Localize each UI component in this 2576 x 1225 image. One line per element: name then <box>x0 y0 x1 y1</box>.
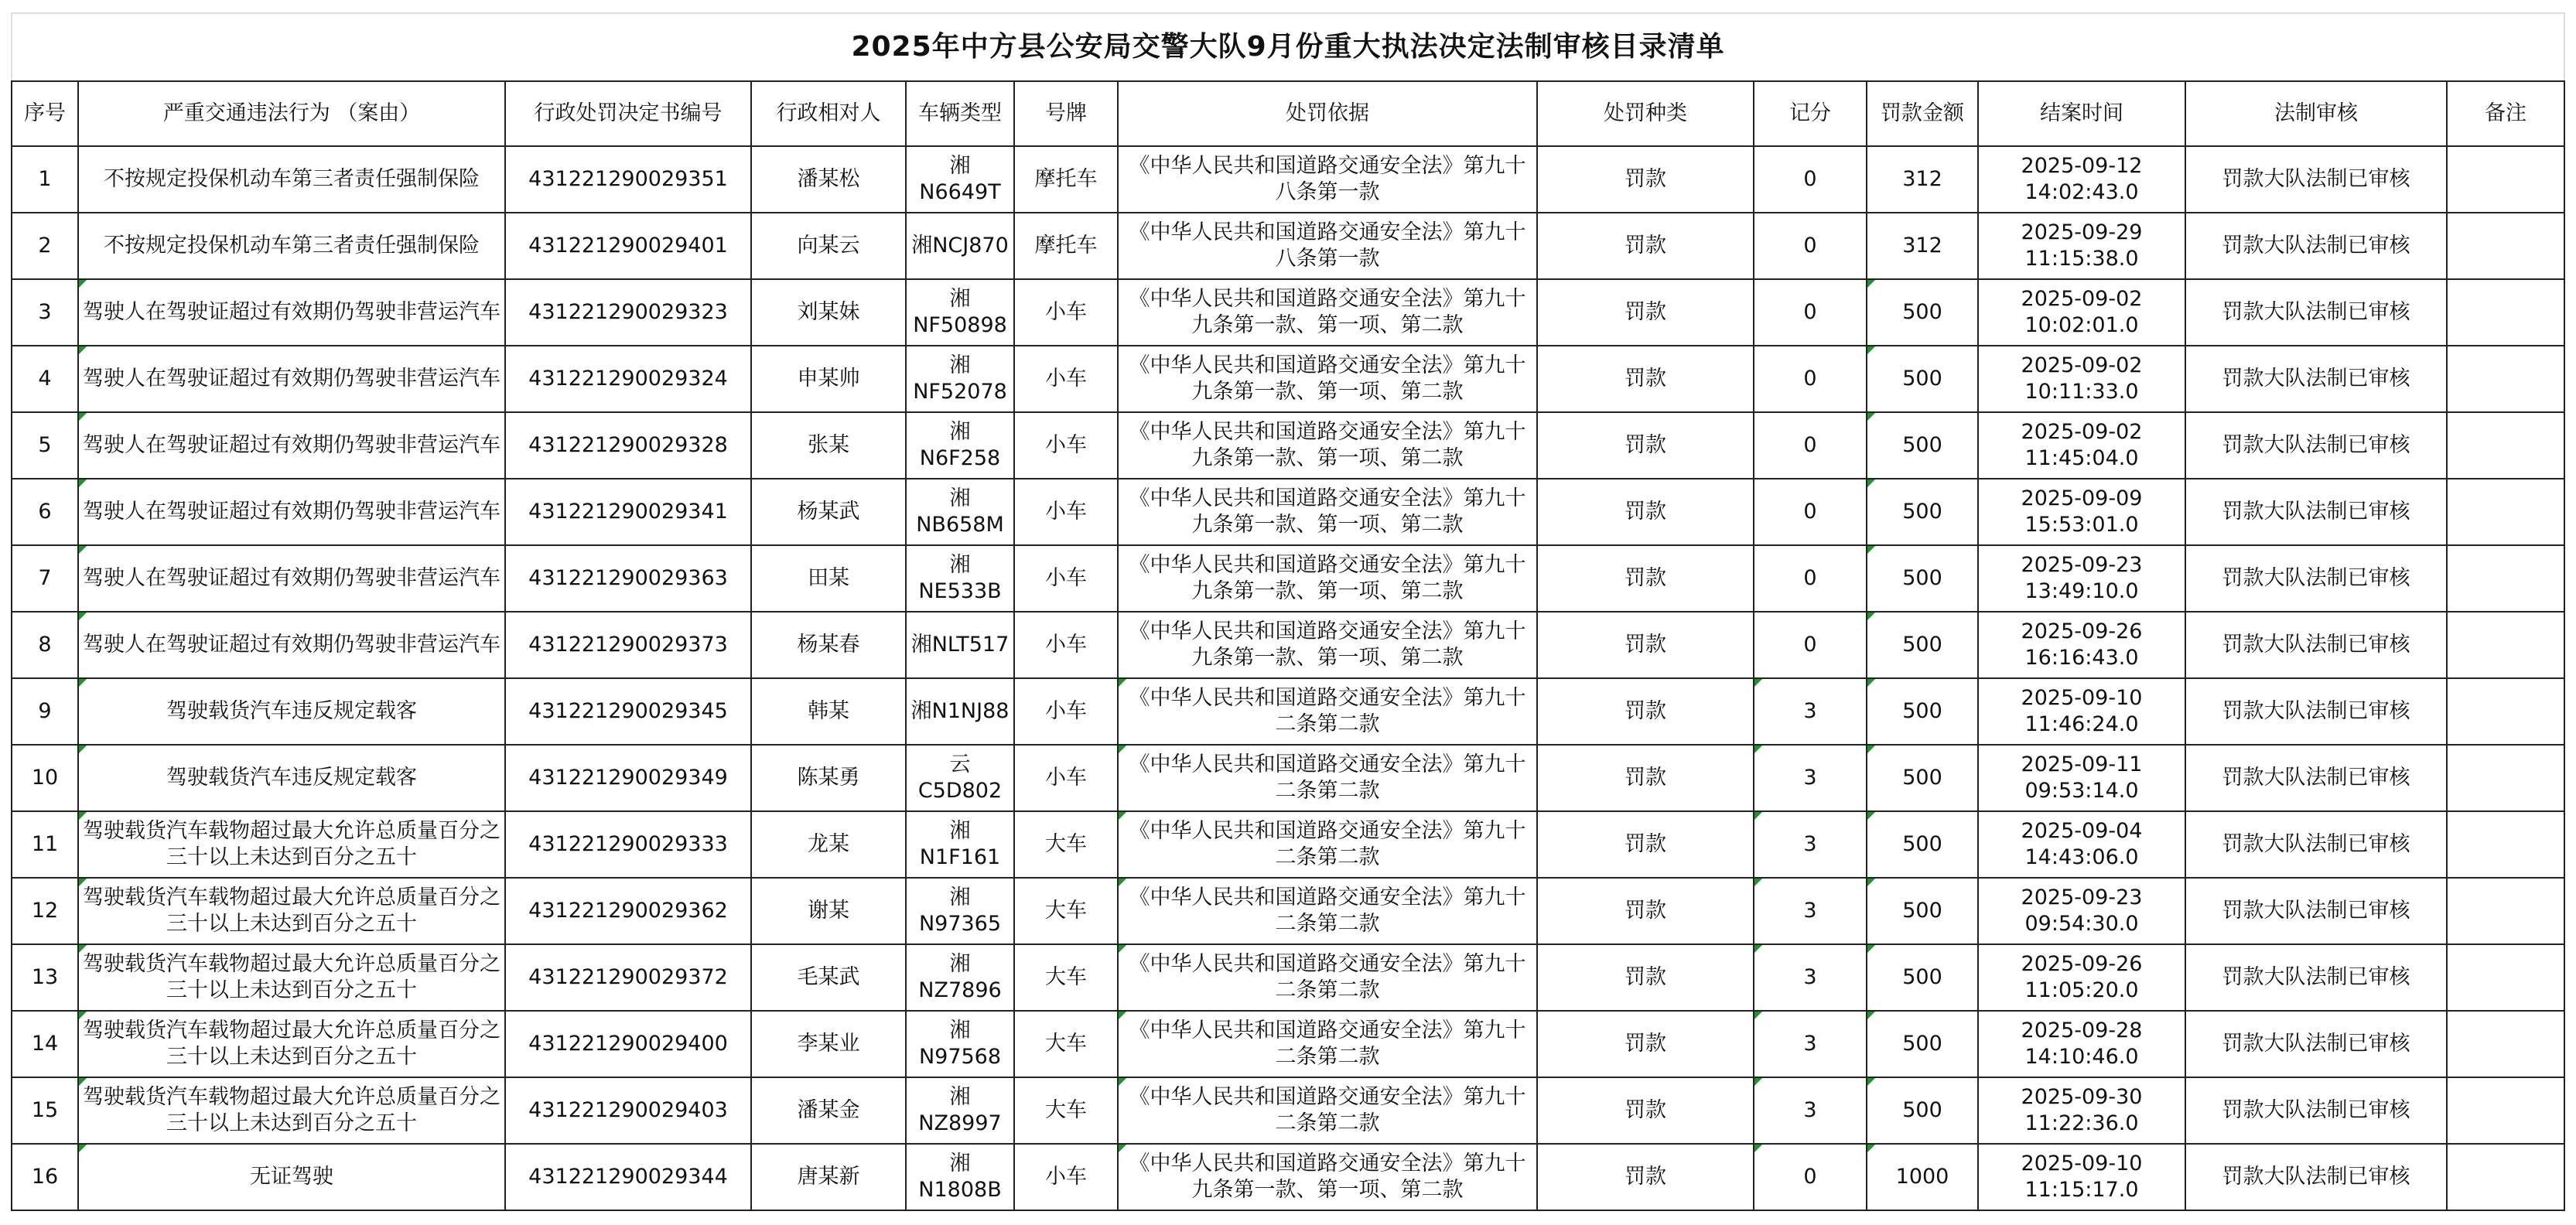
cell-date[interactable]: 2025-09-04 14:43:06.0 <box>1978 811 2185 878</box>
cell-party[interactable]: 龙某 <box>751 811 906 878</box>
cell-plate[interactable]: 湘N97365 <box>906 878 1014 944</box>
cell-basis[interactable]: 《中华人民共和国道路交通安全法》第九十二条第二款 <box>1118 811 1537 878</box>
table-row <box>12 944 2564 1011</box>
cell-amount[interactable]: 312 <box>1867 146 1978 213</box>
cell-no[interactable]: 12 <box>12 878 78 944</box>
cell-amount[interactable]: 500 <box>1867 944 1978 1011</box>
column-header-no: 序号 <box>12 81 78 146</box>
cell-points[interactable]: 3 <box>1754 1011 1867 1077</box>
table-row <box>12 279 2564 346</box>
cell-doc-no[interactable]: 431221290029373 <box>505 612 751 678</box>
cell-note[interactable] <box>2447 412 2564 479</box>
cell-penalty-type[interactable]: 罚款 <box>1537 878 1754 944</box>
column-header-penalty-type: 处罚种类 <box>1537 81 1754 146</box>
cell-vehicle-type[interactable]: 小车 <box>1014 479 1118 545</box>
cell-doc-no[interactable]: 431221290029351 <box>505 146 751 213</box>
cell-penalty-type[interactable]: 罚款 <box>1537 678 1754 745</box>
table-row <box>12 1011 2564 1077</box>
cell-date[interactable]: 2025-09-09 15:53:01.0 <box>1978 479 2185 545</box>
cell-date[interactable]: 2025-09-02 10:02:01.0 <box>1978 279 2185 346</box>
cell-plate[interactable]: 湘NLT517 <box>906 612 1014 678</box>
cell-plate[interactable]: 湘NE533B <box>906 545 1014 612</box>
cell-no[interactable]: 14 <box>12 1011 78 1077</box>
cell-reason[interactable]: 驾驶人在驾驶证超过有效期仍驾驶非营运汽车 <box>78 612 505 678</box>
cell-note[interactable] <box>2447 146 2564 213</box>
cell-plate[interactable]: 湘N97568 <box>906 1011 1014 1077</box>
cell-amount[interactable]: 500 <box>1867 678 1978 745</box>
cell-date[interactable]: 2025-09-23 13:49:10.0 <box>1978 545 2185 612</box>
table-row <box>12 412 2564 479</box>
cell-reason[interactable]: 驾驶人在驾驶证超过有效期仍驾驶非营运汽车 <box>78 279 505 346</box>
cell-amount[interactable]: 500 <box>1867 1011 1978 1077</box>
table-row <box>12 745 2564 811</box>
table-row <box>12 213 2564 279</box>
cell-doc-no[interactable]: 431221290029403 <box>505 1077 751 1144</box>
cell-reason[interactable]: 驾驶人在驾驶证超过有效期仍驾驶非营运汽车 <box>78 346 505 412</box>
table-row <box>12 545 2564 612</box>
spreadsheet <box>11 12 2564 1211</box>
cell-no[interactable]: 11 <box>12 811 78 878</box>
cell-reason[interactable]: 驾驶载货汽车载物超过最大允许总质量百分之三十以上未达到百分之五十 <box>78 944 505 1011</box>
cell-reason[interactable]: 驾驶人在驾驶证超过有效期仍驾驶非营运汽车 <box>78 545 505 612</box>
cell-note[interactable] <box>2447 545 2564 612</box>
cell-doc-no[interactable]: 431221290029344 <box>505 1144 751 1210</box>
cell-penalty-type[interactable]: 罚款 <box>1537 346 1754 412</box>
cell-no[interactable]: 4 <box>12 346 78 412</box>
cell-vehicle-type[interactable]: 小车 <box>1014 678 1118 745</box>
cell-basis[interactable]: 《中华人民共和国道路交通安全法》第九十二条第二款 <box>1118 745 1537 811</box>
cell-penalty-type[interactable]: 罚款 <box>1537 1011 1754 1077</box>
cell-vehicle-type[interactable]: 大车 <box>1014 944 1118 1011</box>
cell-penalty-type[interactable]: 罚款 <box>1537 811 1754 878</box>
cell-review[interactable]: 罚款大队法制已审核 <box>2185 479 2447 545</box>
cell-penalty-type[interactable]: 罚款 <box>1537 412 1754 479</box>
cell-party[interactable]: 谢某 <box>751 878 906 944</box>
cell-points[interactable]: 0 <box>1754 545 1867 612</box>
cell-plate[interactable]: 湘N1NJ88 <box>906 678 1014 745</box>
cell-penalty-type[interactable]: 罚款 <box>1537 944 1754 1011</box>
cell-plate[interactable]: 湘NB658M <box>906 479 1014 545</box>
cell-basis[interactable]: 《中华人民共和国道路交通安全法》第九十九条第一款、第一项、第二款 <box>1118 612 1537 678</box>
cell-date[interactable]: 2025-09-29 11:15:38.0 <box>1978 213 2185 279</box>
cell-date[interactable]: 2025-09-02 10:11:33.0 <box>1978 346 2185 412</box>
cell-vehicle-type[interactable]: 小车 <box>1014 1144 1118 1210</box>
cell-reason[interactable]: 驾驶载货汽车载物超过最大允许总质量百分之三十以上未达到百分之五十 <box>78 1011 505 1077</box>
cell-vehicle-type[interactable]: 大车 <box>1014 878 1118 944</box>
cell-plate[interactable]: 湘NCJ870 <box>906 213 1014 279</box>
cell-vehicle-type[interactable]: 大车 <box>1014 1077 1118 1144</box>
cell-party[interactable]: 韩某 <box>751 678 906 745</box>
cell-no[interactable]: 6 <box>12 479 78 545</box>
cell-note[interactable] <box>2447 678 2564 745</box>
column-header-points: 记分 <box>1754 81 1867 146</box>
cell-note[interactable] <box>2447 279 2564 346</box>
cell-plate[interactable]: 湘N6F258 <box>906 412 1014 479</box>
cell-reason[interactable]: 驾驶载货汽车载物超过最大允许总质量百分之三十以上未达到百分之五十 <box>78 1077 505 1144</box>
table-row <box>12 346 2564 412</box>
cell-basis[interactable]: 《中华人民共和国道路交通安全法》第九十二条第二款 <box>1118 878 1537 944</box>
cell-reason[interactable]: 驾驶载货汽车违反规定载客 <box>78 745 505 811</box>
cell-note[interactable] <box>2447 1077 2564 1144</box>
cell-points[interactable]: 0 <box>1754 213 1867 279</box>
cell-amount[interactable]: 1000 <box>1867 1144 1978 1210</box>
cell-party[interactable]: 潘某金 <box>751 1077 906 1144</box>
cell-basis[interactable]: 《中华人民共和国道路交通安全法》第九十二条第二款 <box>1118 1077 1537 1144</box>
cell-points[interactable]: 3 <box>1754 678 1867 745</box>
cell-plate[interactable]: 湘NZ8997 <box>906 1077 1014 1144</box>
table-row <box>12 678 2564 745</box>
cell-reason[interactable]: 驾驶载货汽车载物超过最大允许总质量百分之三十以上未达到百分之五十 <box>78 878 505 944</box>
cell-basis[interactable]: 《中华人民共和国道路交通安全法》第九十二条第二款 <box>1118 1011 1537 1077</box>
cell-doc-no[interactable]: 431221290029349 <box>505 745 751 811</box>
column-header-plate: 号牌 <box>1014 81 1118 146</box>
cell-vehicle-type[interactable]: 小车 <box>1014 346 1118 412</box>
cell-penalty-type[interactable]: 罚款 <box>1537 1144 1754 1210</box>
cell-plate[interactable]: 湘NF52078 <box>906 346 1014 412</box>
cell-review[interactable]: 罚款大队法制已审核 <box>2185 279 2447 346</box>
cell-reason[interactable]: 驾驶人在驾驶证超过有效期仍驾驶非营运汽车 <box>78 412 505 479</box>
cell-no[interactable]: 15 <box>12 1077 78 1144</box>
cell-amount[interactable]: 500 <box>1867 279 1978 346</box>
cell-reason[interactable]: 驾驶载货汽车违反规定载客 <box>78 678 505 745</box>
cell-note[interactable] <box>2447 944 2564 1011</box>
cell-note[interactable] <box>2447 346 2564 412</box>
column-header-amount: 罚款金额 <box>1867 81 1978 146</box>
table-row <box>12 479 2564 545</box>
cell-party[interactable]: 杨某春 <box>751 612 906 678</box>
cell-party[interactable]: 陈某勇 <box>751 745 906 811</box>
cell-points[interactable]: 0 <box>1754 146 1867 213</box>
cell-no[interactable]: 8 <box>12 612 78 678</box>
cell-party[interactable]: 申某帅 <box>751 346 906 412</box>
table-row <box>12 146 2564 213</box>
cell-party[interactable]: 田某 <box>751 545 906 612</box>
cell-note[interactable] <box>2447 213 2564 279</box>
cell-penalty-type[interactable]: 罚款 <box>1537 545 1754 612</box>
cell-reason[interactable]: 无证驾驶 <box>78 1144 505 1210</box>
page-title: 2025年中方县公安局交警大队9月份重大执法决定法制审核目录清单 <box>12 13 2564 81</box>
cell-note[interactable] <box>2447 811 2564 878</box>
cell-amount[interactable]: 500 <box>1867 1077 1978 1144</box>
cell-party[interactable]: 唐某新 <box>751 1144 906 1210</box>
cell-plate[interactable]: 湘NF50898 <box>906 279 1014 346</box>
cell-doc-no[interactable]: 431221290029328 <box>505 412 751 479</box>
cell-reason[interactable]: 不按规定投保机动车第三者责任强制保险 <box>78 213 505 279</box>
cell-vehicle-type[interactable]: 小车 <box>1014 612 1118 678</box>
cell-note[interactable] <box>2447 1011 2564 1077</box>
cell-reason[interactable]: 驾驶人在驾驶证超过有效期仍驾驶非营运汽车 <box>78 479 505 545</box>
cell-date[interactable]: 2025-09-28 14:10:46.0 <box>1978 1011 2185 1077</box>
cell-vehicle-type[interactable]: 大车 <box>1014 1011 1118 1077</box>
cell-vehicle-type[interactable]: 大车 <box>1014 811 1118 878</box>
cell-points[interactable]: 3 <box>1754 811 1867 878</box>
cell-party[interactable]: 李某业 <box>751 1011 906 1077</box>
cell-no[interactable]: 10 <box>12 745 78 811</box>
cell-vehicle-type[interactable]: 小车 <box>1014 279 1118 346</box>
cell-review[interactable]: 罚款大队法制已审核 <box>2185 1011 2447 1077</box>
table-row <box>12 878 2564 944</box>
cell-points[interactable]: 3 <box>1754 1077 1867 1144</box>
cell-amount[interactable]: 500 <box>1867 811 1978 878</box>
cell-vehicle-type[interactable]: 摩托车 <box>1014 213 1118 279</box>
cell-no[interactable]: 2 <box>12 213 78 279</box>
cell-date[interactable]: 2025-09-10 11:46:24.0 <box>1978 678 2185 745</box>
cell-basis[interactable]: 《中华人民共和国道路交通安全法》第九十九条第一款、第一项、第二款 <box>1118 346 1537 412</box>
cell-review[interactable]: 罚款大队法制已审核 <box>2185 545 2447 612</box>
cell-no[interactable]: 9 <box>12 678 78 745</box>
cell-party[interactable]: 潘某松 <box>751 146 906 213</box>
cell-note[interactable] <box>2447 745 2564 811</box>
cell-no[interactable]: 5 <box>12 412 78 479</box>
cell-review[interactable]: 罚款大队法制已审核 <box>2185 412 2447 479</box>
column-header-date: 结案时间 <box>1978 81 2185 146</box>
cell-vehicle-type[interactable]: 小车 <box>1014 412 1118 479</box>
cell-no[interactable]: 7 <box>12 545 78 612</box>
cell-vehicle-type[interactable]: 小车 <box>1014 745 1118 811</box>
cell-note[interactable] <box>2447 612 2564 678</box>
cell-doc-no[interactable]: 431221290029372 <box>505 944 751 1011</box>
cell-date[interactable]: 2025-09-12 14:02:43.0 <box>1978 146 2185 213</box>
cell-review[interactable]: 罚款大队法制已审核 <box>2185 1077 2447 1144</box>
cell-points[interactable]: 0 <box>1754 479 1867 545</box>
cell-no[interactable]: 3 <box>12 279 78 346</box>
header-row <box>12 81 2564 146</box>
cell-vehicle-type[interactable]: 小车 <box>1014 545 1118 612</box>
cell-points[interactable]: 3 <box>1754 745 1867 811</box>
cell-date[interactable]: 2025-09-02 11:45:04.0 <box>1978 412 2185 479</box>
cell-penalty-type[interactable]: 罚款 <box>1537 146 1754 213</box>
cell-points[interactable]: 0 <box>1754 279 1867 346</box>
cell-points[interactable]: 0 <box>1754 412 1867 479</box>
cell-review[interactable]: 罚款大队法制已审核 <box>2185 678 2447 745</box>
cell-basis[interactable]: 《中华人民共和国道路交通安全法》第九十八条第一款 <box>1118 213 1537 279</box>
cell-points[interactable]: 0 <box>1754 1144 1867 1210</box>
cell-doc-no[interactable]: 431221290029341 <box>505 479 751 545</box>
cell-plate[interactable]: 湘N1F161 <box>906 811 1014 878</box>
cell-plate[interactable]: 湘NZ7896 <box>906 944 1014 1011</box>
cell-no[interactable]: 1 <box>12 146 78 213</box>
cell-plate[interactable]: 湘N1808B <box>906 1144 1014 1210</box>
cell-points[interactable]: 3 <box>1754 944 1867 1011</box>
table-row <box>12 811 2564 878</box>
cell-points[interactable]: 3 <box>1754 878 1867 944</box>
cell-penalty-type[interactable]: 罚款 <box>1537 213 1754 279</box>
cell-basis[interactable]: 《中华人民共和国道路交通安全法》第九十九条第一款、第一项、第二款 <box>1118 279 1537 346</box>
cell-party[interactable]: 毛某武 <box>751 944 906 1011</box>
cell-party[interactable]: 向某云 <box>751 213 906 279</box>
cell-amount[interactable]: 312 <box>1867 213 1978 279</box>
cell-party[interactable]: 刘某妹 <box>751 279 906 346</box>
cell-amount[interactable]: 500 <box>1867 479 1978 545</box>
cell-review[interactable]: 罚款大队法制已审核 <box>2185 1144 2447 1210</box>
cell-date[interactable]: 2025-09-11 09:53:14.0 <box>1978 745 2185 811</box>
column-header-basis: 处罚依据 <box>1118 81 1537 146</box>
cell-date[interactable]: 2025-09-26 11:05:20.0 <box>1978 944 2185 1011</box>
column-header-review: 法制审核 <box>2185 81 2447 146</box>
cell-points[interactable]: 0 <box>1754 346 1867 412</box>
cell-basis[interactable]: 《中华人民共和国道路交通安全法》第九十八条第一款 <box>1118 146 1537 213</box>
cell-penalty-type[interactable]: 罚款 <box>1537 612 1754 678</box>
cell-review[interactable]: 罚款大队法制已审核 <box>2185 146 2447 213</box>
column-header-reason: 严重交通违法行为 （案由） <box>78 81 505 146</box>
cell-review[interactable]: 罚款大队法制已审核 <box>2185 944 2447 1011</box>
cell-note[interactable] <box>2447 878 2564 944</box>
cell-doc-no[interactable]: 431221290029362 <box>505 878 751 944</box>
cell-no[interactable]: 16 <box>12 1144 78 1210</box>
cell-amount[interactable]: 500 <box>1867 878 1978 944</box>
table-body <box>12 146 2564 1210</box>
table-row <box>12 1144 2564 1210</box>
cell-date[interactable]: 2025-09-23 09:54:30.0 <box>1978 878 2185 944</box>
cell-doc-no[interactable]: 431221290029400 <box>505 1011 751 1077</box>
column-header-note: 备注 <box>2447 81 2564 146</box>
cell-basis[interactable]: 《中华人民共和国道路交通安全法》第九十九条第一款、第一项、第二款 <box>1118 1144 1537 1210</box>
cell-doc-no[interactable]: 431221290029324 <box>505 346 751 412</box>
cell-basis[interactable]: 《中华人民共和国道路交通安全法》第九十九条第一款、第一项、第二款 <box>1118 412 1537 479</box>
cell-points[interactable]: 0 <box>1754 612 1867 678</box>
cell-date[interactable]: 2025-09-10 11:15:17.0 <box>1978 1144 2185 1210</box>
cell-plate[interactable]: 湘N6649T <box>906 146 1014 213</box>
cell-note[interactable] <box>2447 1144 2564 1210</box>
cell-review[interactable]: 罚款大队法制已审核 <box>2185 745 2447 811</box>
cell-doc-no[interactable]: 431221290029333 <box>505 811 751 878</box>
cell-amount[interactable]: 500 <box>1867 545 1978 612</box>
table-row <box>12 1077 2564 1144</box>
cell-penalty-type[interactable]: 罚款 <box>1537 479 1754 545</box>
cell-penalty-type[interactable]: 罚款 <box>1537 279 1754 346</box>
cell-basis[interactable]: 《中华人民共和国道路交通安全法》第九十二条第二款 <box>1118 678 1537 745</box>
cell-reason[interactable]: 驾驶载货汽车载物超过最大允许总质量百分之三十以上未达到百分之五十 <box>78 811 505 878</box>
cell-penalty-type[interactable]: 罚款 <box>1537 745 1754 811</box>
cell-basis[interactable]: 《中华人民共和国道路交通安全法》第九十九条第一款、第一项、第二款 <box>1118 545 1537 612</box>
column-header-doc-no: 行政处罚决定书编号 <box>505 81 751 146</box>
column-header-vehicle-type: 车辆类型 <box>906 81 1014 146</box>
cell-amount[interactable]: 500 <box>1867 745 1978 811</box>
audit-table <box>11 12 2565 1211</box>
cell-party[interactable]: 张某 <box>751 412 906 479</box>
cell-note[interactable] <box>2447 479 2564 545</box>
cell-no[interactable]: 13 <box>12 944 78 1011</box>
cell-doc-no[interactable]: 431221290029345 <box>505 678 751 745</box>
cell-doc-no[interactable]: 431221290029363 <box>505 545 751 612</box>
cell-amount[interactable]: 500 <box>1867 412 1978 479</box>
cell-review[interactable]: 罚款大队法制已审核 <box>2185 346 2447 412</box>
cell-basis[interactable]: 《中华人民共和国道路交通安全法》第九十九条第一款、第一项、第二款 <box>1118 479 1537 545</box>
cell-date[interactable]: 2025-09-30 11:22:36.0 <box>1978 1077 2185 1144</box>
table-row <box>12 612 2564 678</box>
cell-review[interactable]: 罚款大队法制已审核 <box>2185 612 2447 678</box>
cell-date[interactable]: 2025-09-26 16:16:43.0 <box>1978 612 2185 678</box>
cell-amount[interactable]: 500 <box>1867 346 1978 412</box>
cell-amount[interactable]: 500 <box>1867 612 1978 678</box>
cell-penalty-type[interactable]: 罚款 <box>1537 1077 1754 1144</box>
cell-doc-no[interactable]: 431221290029401 <box>505 213 751 279</box>
cell-vehicle-type[interactable]: 摩托车 <box>1014 146 1118 213</box>
cell-review[interactable]: 罚款大队法制已审核 <box>2185 878 2447 944</box>
cell-doc-no[interactable]: 431221290029323 <box>505 279 751 346</box>
cell-basis[interactable]: 《中华人民共和国道路交通安全法》第九十二条第二款 <box>1118 944 1537 1011</box>
cell-plate[interactable]: 云C5D802 <box>906 745 1014 811</box>
column-header-party: 行政相对人 <box>751 81 906 146</box>
cell-review[interactable]: 罚款大队法制已审核 <box>2185 811 2447 878</box>
cell-party[interactable]: 杨某武 <box>751 479 906 545</box>
cell-reason[interactable]: 不按规定投保机动车第三者责任强制保险 <box>78 146 505 213</box>
cell-review[interactable]: 罚款大队法制已审核 <box>2185 213 2447 279</box>
